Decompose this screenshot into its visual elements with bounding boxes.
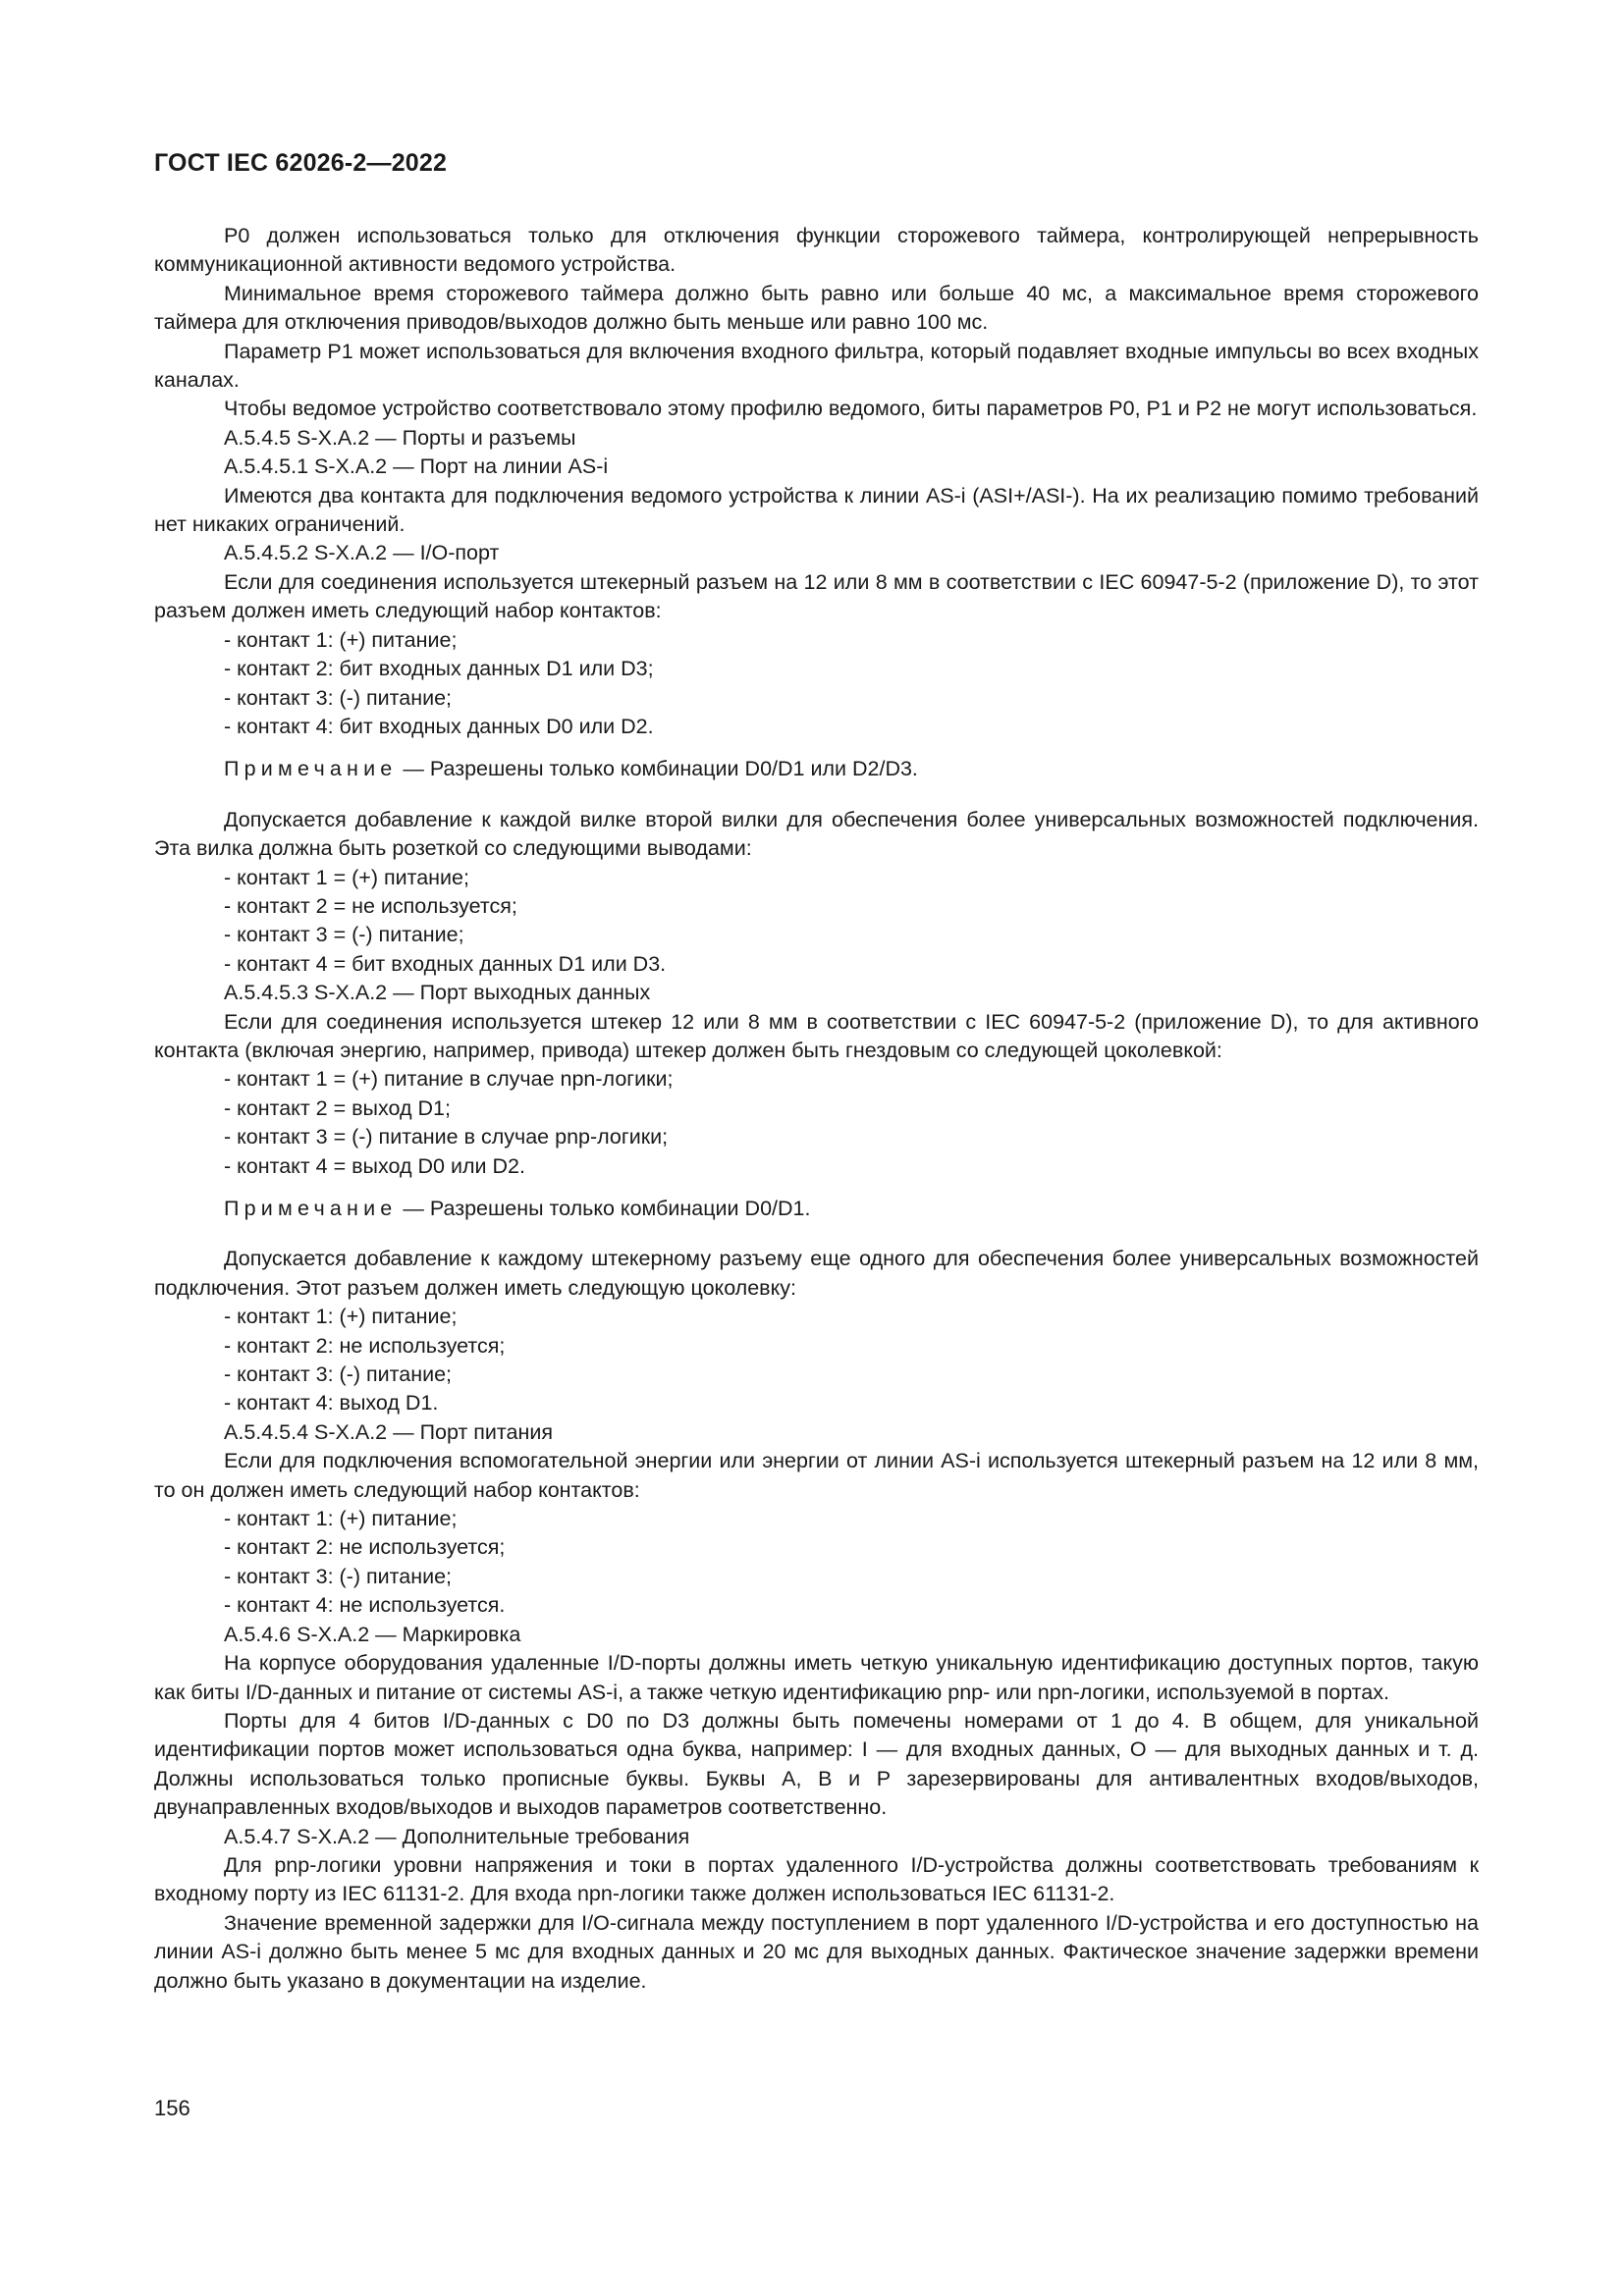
section-heading: A.5.4.5.3 S-X.A.2 — Порт выходных данных [224, 981, 651, 1005]
list-item: - контакт 1 = (+) питание в случае npn-логики; [224, 1067, 674, 1092]
note-text: — Разрешены только комбинации D0/D1 или D2/D3. [397, 757, 918, 781]
paragraph: Допускается добавление к каждой вилке второй вилки для обеспечения более универсальных возможностей подключения. Эта вилка должна быть розеткой со следующими выводами: [154, 807, 1479, 861]
note [154, 1195, 1479, 1223]
paragraph: Если для соединения используется штекерный разъем на 12 или 8 мм в соответствии с IEC 60947-5-2 (приложение D), то этот разъем должен иметь следующий набор контактов: [154, 569, 1479, 623]
paragraph: Если для подключения вспомогательной энергии или энергии от линии AS-i используется штекерный разъем на 12 или 8 мм, то он должен иметь следующий набор контактов: [154, 1449, 1479, 1502]
paragraph: Значение временной задержки для I/O-сигнала между поступлением в порт удаленного I/D-устройства и его доступностью на линии AS-i должно быть менее 5 мс для входных данных и 20 мс для выходных данных. Фактическое значение задержки времени должно быть указано в документации на изделие. [154, 1910, 1479, 1993]
section-heading: A.5.4.5.2 S-X.A.2 — I/O-порт [224, 541, 500, 565]
note [154, 755, 1479, 783]
note-label: Примечание [224, 757, 398, 781]
paragraph: Имеются два контакта для подключения ведомого устройства к линии AS-i (ASI+/ASI-). На их реализацию помимо требований нет никаких ограничений. [154, 483, 1479, 537]
section-heading: A.5.4.6 S-X.A.2 — Маркировка [224, 1622, 521, 1646]
list-item: - контакт 1: (+) питание; [224, 1305, 458, 1329]
list-item: - контакт 3 = (-) питание; [224, 923, 464, 947]
paragraph: Если для соединения используется штекер 12 или 8 мм в соответствии с IEC 60947-5-2 (приложение D), то для активного контакта (включая энергию, например, привода) штекер должен быть гнездовым со следующей цоколевкой: [154, 1009, 1479, 1062]
list-item: - контакт 3 = (-) питание в случае pnp-логики; [224, 1125, 669, 1149]
list-item: - контакт 1 = (+) питание; [224, 865, 469, 889]
section-heading: A.5.4.5.1 S-X.A.2 — Порт на линии AS-i [224, 454, 609, 479]
list-item: - контакт 3: (-) питание; [224, 1362, 453, 1387]
list-item: - контакт 4: не используется. [224, 1593, 506, 1618]
list-item: - контакт 2 = выход D1; [224, 1095, 451, 1120]
note-label: Примечание [224, 1197, 398, 1220]
paragraph: Допускается добавление к каждому штекерному разъему еще одного для обеспечения более универсальных возможностей подключения. Этот разъем должен иметь следующую цоколевку: [154, 1247, 1479, 1300]
document-body [154, 222, 1479, 1996]
paragraph: P0 должен использоваться только для отключения функции сторожевого таймера, контролирующей непрерывность коммуникационной активности ведомого устройства. [154, 224, 1479, 277]
list-item: - контакт 4 = бит входных данных D1 или D3. [224, 951, 667, 976]
list-item: - контакт 2 = не используется; [224, 893, 517, 918]
note-text: — Разрешены только комбинации D0/D1. [397, 1197, 811, 1220]
list-item: - контакт 2: не используется; [224, 1333, 506, 1358]
section-heading: A.5.4.5 S-X.A.2 — Порты и разъемы [224, 425, 576, 450]
list-item: - контакт 2: бит входных данных D1 или D3; [224, 657, 654, 681]
list-item: - контакт 4: выход D1. [224, 1391, 439, 1415]
list-item: - контакт 4: бит входных данных D0 или D2. [224, 714, 654, 738]
list-item: - контакт 3: (-) питание; [224, 685, 453, 710]
paragraph: Для pnp-логики уровни напряжения и токи в портах удаленного I/D-устройства должны соответствовать требованиям к входному порту из IEC 61131-2. Для входа npn-логики также должен использоваться IEC 61131-2. [154, 1852, 1479, 1906]
list-item: - контакт 1: (+) питание; [224, 627, 458, 652]
paragraph: Порты для 4 битов I/D-данных с D0 по D3 должны быть помечены номерами от 1 до 4. В общем, для уникальной идентификации портов может использоваться одна буква, например: I — для входных данных, O — для выходных данных и т. д. Должны использоваться только прописные буквы. Буквы A, B и P зарезервированы для антивалентных входов/выходов, двунаправленных входов/выходов и выходов параметров соответственно. [154, 1708, 1479, 1820]
paragraph: Чтобы ведомое устройство соответствовало этому профилю ведомого, биты параметров P0, P1 и P2 не могут использоваться. [224, 397, 1478, 421]
list-item: - контакт 1: (+) питание; [224, 1507, 458, 1531]
section-heading: A.5.4.7 S-X.A.2 — Дополнительные требования [224, 1824, 690, 1848]
paragraph: Параметр P1 может использоваться для включения входного фильтра, который подавляет входные импульсы во всех входных каналах. [154, 339, 1479, 393]
list-item: - контакт 3: (-) питание; [224, 1564, 453, 1588]
section-heading: A.5.4.5.4 S-X.A.2 — Порт питания [224, 1419, 554, 1444]
document-header: ГОСТ IEC 62026-2—2022 [154, 149, 448, 177]
paragraph: На корпусе оборудования удаленные I/D-порты должны иметь четкую уникальную идентификацию доступных портов, такую как биты I/D-данных и питание от системы AS-i, а также четкую идентификацию pnp- или npn-логики, используемой в портах. [154, 1651, 1479, 1704]
paragraph: Минимальное время сторожевого таймера должно быть равно или больше 40 мс, а максимальное время сторожевого таймера для отключения приводов/выходов должно быть меньше или равно 100 мс. [154, 281, 1479, 335]
list-item: - контакт 4 = выход D0 или D2. [224, 1153, 525, 1178]
list-item: - контакт 2: не используется; [224, 1535, 506, 1560]
page-number: 156 [154, 2096, 190, 2120]
